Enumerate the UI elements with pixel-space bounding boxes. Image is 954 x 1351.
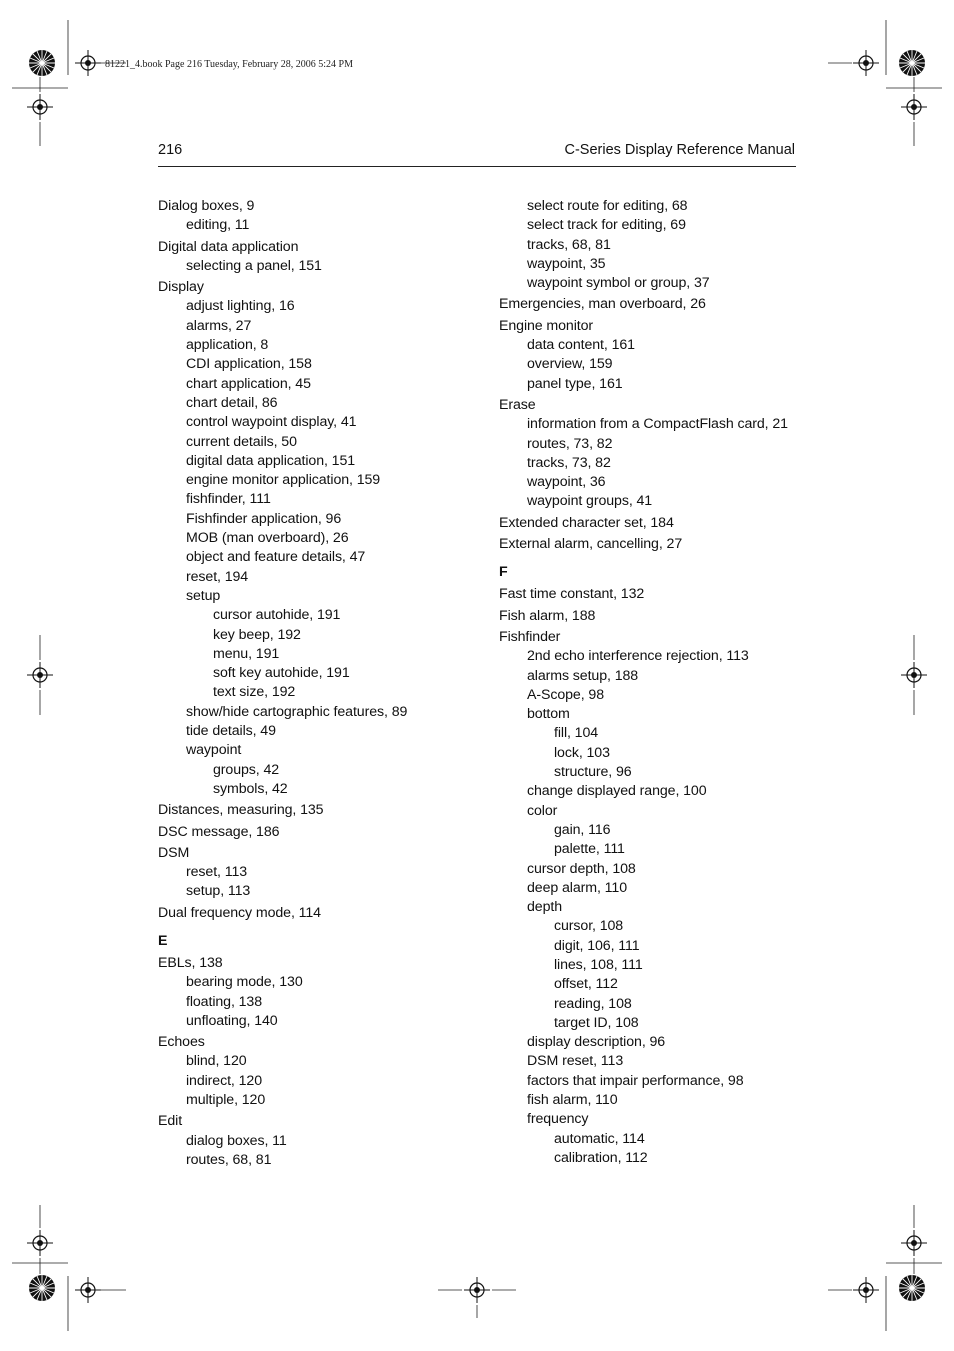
index-subentry: fish alarm, 110: [527, 1092, 618, 1109]
index-entry: Fast time constant, 132: [499, 586, 645, 603]
index-subentry: text size, 192: [213, 684, 296, 701]
index-subentry: menu, 191: [213, 645, 280, 662]
index-subentry: indirect, 120: [186, 1072, 262, 1089]
index-subentry: engine monitor application, 159: [186, 472, 381, 489]
registration-mark-icon: [901, 1230, 927, 1256]
index-subentry: change displayed range, 100: [527, 783, 707, 800]
index-subentry: digital data application, 151: [186, 452, 356, 469]
index-subentry: tide details, 49: [186, 723, 276, 740]
registration-mark-icon: [901, 94, 927, 120]
index-entry: Erase: [499, 396, 536, 413]
index-subentry: DSM reset, 113: [527, 1053, 624, 1070]
index-section-letter: F: [499, 564, 508, 581]
index-subentry: waypoint groups, 41: [527, 493, 653, 510]
index-subentry: select route for editing, 68: [527, 198, 688, 214]
index-subentry: control waypoint display, 41: [186, 414, 357, 431]
index-subentry: waypoint: [186, 742, 242, 759]
index-subentry: object and feature details, 47: [186, 549, 366, 566]
index-subentry: palette, 111: [554, 841, 625, 858]
registration-mark-icon: [853, 1277, 879, 1303]
index-section-letter: E: [158, 932, 168, 949]
index-subentry: symbols, 42: [213, 780, 288, 797]
index-subentry: reset, 194: [186, 568, 249, 585]
index-entry: Dual frequency mode, 114: [158, 904, 321, 921]
index-subentry: deep alarm, 110: [527, 879, 627, 896]
index-subentry: unfloating, 140: [186, 1012, 278, 1029]
index-subentry: offset, 112: [554, 976, 618, 993]
print-slug-line: 81221_4.book Page 216 Tuesday, February 28, 2006 5:24 PM: [105, 59, 353, 70]
index-subentry: target ID, 108: [554, 1014, 639, 1031]
index-subentry: chart detail, 86: [186, 394, 278, 411]
index-subentry: tracks, 73, 82: [527, 454, 611, 471]
index-column-right: [499, 197, 809, 1168]
index-subentry: fishfinder, 111: [186, 491, 271, 508]
registration-mark-icon: [853, 50, 879, 76]
running-header-title: C-Series Display Reference Manual: [564, 142, 795, 158]
index-subentry: display description, 96: [527, 1034, 666, 1051]
index-subentry: select track for editing, 69: [527, 217, 686, 234]
index-subentry: panel type, 161: [527, 375, 623, 392]
index-subentry: fill, 104: [554, 725, 599, 742]
index-subentry: reading, 108: [554, 995, 632, 1012]
index-subentry: digit, 106, 111: [554, 937, 640, 954]
index-subentry: tracks, 68, 81: [527, 236, 611, 253]
index-subentry: data content, 161: [527, 337, 635, 354]
registration-mark-icon: [27, 94, 53, 120]
index-subentry: routes, 68, 81: [186, 1151, 272, 1168]
index-entry: Edit: [158, 1113, 183, 1130]
star-target-icon: [28, 49, 56, 77]
index-subentry: Fishfinder application, 96: [186, 510, 342, 527]
index-subentry: soft key autohide, 191: [213, 665, 350, 682]
index-subentry: cursor depth, 108: [527, 860, 636, 877]
index-subentry: overview, 159: [527, 356, 613, 373]
registration-mark-icon: [27, 1230, 53, 1256]
index-subentry: editing, 11: [186, 217, 250, 234]
index-column-left: [158, 197, 488, 1170]
index-subentry: 2nd echo interference rejection, 113: [527, 648, 749, 665]
registration-mark-icon: [75, 50, 101, 76]
index-subentry: blind, 120: [186, 1053, 247, 1070]
index-subentry: reset, 113: [186, 864, 248, 881]
header-rule: [158, 166, 796, 167]
index-subentry: lines, 108, 111: [554, 956, 643, 973]
index-subentry: gain, 116: [554, 821, 611, 838]
index-subentry: calibration, 112: [554, 1149, 648, 1166]
index-subentry: color: [527, 802, 558, 819]
index-subentry: key beep, 192: [213, 626, 301, 643]
index-entry: Distances, measuring, 135: [158, 802, 324, 819]
index-entry: Engine monitor: [499, 317, 594, 334]
index-subentry: automatic, 114: [554, 1130, 645, 1147]
index-subentry: setup, 113: [186, 883, 251, 900]
index-subentry: routes, 73, 82: [527, 435, 613, 452]
index-subentry: bottom: [527, 706, 570, 723]
index-entry: Dialog boxes, 9: [158, 198, 255, 214]
index-subentry: frequency: [527, 1111, 589, 1128]
index-entry: External alarm, cancelling, 27: [499, 536, 683, 553]
registration-mark-icon: [901, 662, 927, 688]
index-subentry: waypoint, 36: [527, 474, 606, 491]
index-subentry: CDI application, 158: [186, 356, 312, 373]
index-entry: Echoes: [158, 1034, 205, 1051]
index-subentry: adjust lighting, 16: [186, 298, 295, 315]
registration-mark-icon: [75, 1277, 101, 1303]
star-target-icon: [898, 1274, 926, 1302]
index-entry: EBLs, 138: [158, 954, 223, 971]
index-subentry: waypoint symbol or group, 37: [527, 275, 710, 292]
index-subentry: chart application, 45: [186, 375, 311, 392]
index-entry: DSM: [158, 844, 190, 861]
index-subentry: cursor, 108: [554, 918, 624, 935]
index-subentry: multiple, 120: [186, 1092, 266, 1109]
page-number: 216: [158, 142, 183, 158]
index-entry: Emergencies, man overboard, 26: [499, 296, 706, 313]
index-subentry: depth: [527, 899, 563, 916]
index-subentry: selecting a panel, 151: [186, 257, 322, 274]
index-subentry: waypoint, 35: [527, 255, 606, 272]
index-subentry: cursor autohide, 191: [213, 607, 341, 624]
index-subentry: factors that impair performance, 98: [527, 1072, 744, 1089]
index-subentry: show/hide cartographic features, 89: [186, 703, 408, 720]
index-subentry: dialog boxes, 11: [186, 1132, 287, 1149]
index-subentry: structure, 96: [554, 764, 632, 781]
star-target-icon: [898, 49, 926, 77]
star-target-icon: [28, 1274, 56, 1302]
index-subentry: current details, 50: [186, 433, 297, 450]
index-subentry: alarms, 27: [186, 317, 252, 334]
index-entry: DSC message, 186: [158, 823, 280, 840]
registration-mark-icon: [27, 662, 53, 688]
index-entry: Display: [158, 279, 204, 296]
index-entry: Extended character set, 184: [499, 514, 674, 531]
index-subentry: A-Scope, 98: [527, 686, 604, 703]
registration-mark-icon: [464, 1277, 490, 1303]
index-subentry: setup: [186, 587, 221, 604]
index-subentry: groups, 42: [213, 761, 280, 778]
index-subentry: floating, 138: [186, 993, 263, 1010]
index-entry: Digital data application: [158, 238, 299, 255]
index-subentry: alarms setup, 188: [527, 667, 639, 684]
index-entry: Fishfinder: [499, 628, 561, 645]
index-subentry: application, 8: [186, 337, 269, 354]
index-subentry: MOB (man overboard), 26: [186, 530, 349, 547]
index-subentry: lock, 103: [554, 744, 610, 761]
index-subentry: bearing mode, 130: [186, 974, 303, 991]
index-entry: Fish alarm, 188: [499, 607, 596, 624]
index-subentry: information from a CompactFlash card, 21: [527, 416, 788, 433]
